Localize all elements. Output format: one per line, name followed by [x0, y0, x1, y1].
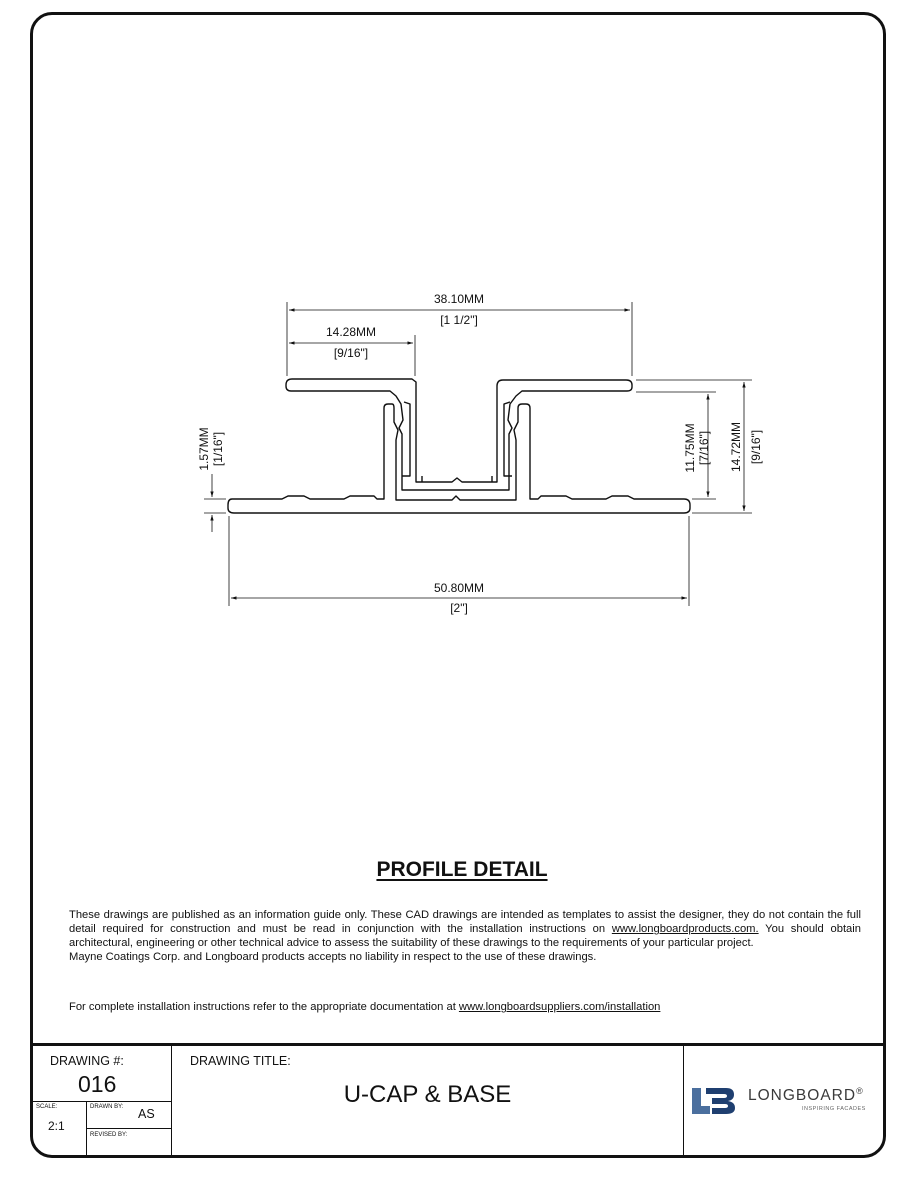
installation-link[interactable]: www.longboardsuppliers.com/installation: [458, 1001, 661, 1013]
logo-tagline: INSPIRING FACADES: [802, 1106, 866, 1112]
logo-wordmark: LONGBOARD®: [748, 1086, 864, 1105]
scale-value: 2:1: [48, 1119, 65, 1133]
scale-label: SCALE:: [36, 1104, 58, 1110]
dim-channel-depth-in: [7/16"]: [697, 430, 711, 466]
dim-overall-top-width-in: [1 1/2"]: [440, 313, 478, 327]
dim-flange-width-in: [9/16"]: [333, 346, 369, 360]
title-block-top-border: [32, 1043, 884, 1046]
longboard-lb-icon: [690, 1080, 740, 1120]
dim-base-thickness-in: [1/16"]: [211, 431, 225, 467]
products-link[interactable]: www.longboardproducts.com.: [611, 923, 759, 935]
longboard-logo: [690, 1080, 880, 1120]
dim-flange-width-mm: 14.28MM: [325, 325, 377, 339]
drawing-number: 016: [78, 1071, 117, 1097]
disclaimer-notes: These drawings are published as an information guide only. These CAD drawings are intended as templates to assist the designer, they do not contain the full detail required for construction and must be read in conjunction with the installation instructions on www.longboardproducts.com. You should obtain architectural, engineering or other technical advice to assess the suitability of these drawings to the requirements of your particular project. Mayne Coatings Corp. and Longboard products accepts no liability in respect to the use of these drawings.: [69, 909, 861, 963]
drawing-number-label: DRAWING #:: [50, 1054, 124, 1068]
dim-base-width-in: [2"]: [450, 601, 468, 615]
dim-base-width-mm: 50.80MM: [433, 581, 485, 595]
dim-channel-depth-mm: 11.75MM: [683, 423, 697, 473]
base-profile: [228, 402, 690, 513]
ucap-profile: [286, 379, 632, 490]
drawing-title-label: DRAWING TITLE:: [190, 1054, 291, 1068]
revised-by-label: REVISED BY:: [90, 1132, 128, 1138]
drawn-by-label: DRAWN BY:: [90, 1104, 124, 1110]
title-block-divider: [683, 1045, 684, 1156]
dim-overall-height-mm: 14.72MM: [729, 421, 743, 473]
section-title: PROFILE DETAIL: [376, 858, 548, 881]
drawn-by-value: AS: [138, 1107, 155, 1121]
title-block-divider: [86, 1128, 171, 1129]
dim-overall-height-in: [9/16"]: [749, 429, 763, 465]
dim-overall-top-width-mm: 38.10MM: [433, 292, 485, 306]
installation-note: For complete installation instructions refer to the appropriate documentation at www.longboardsuppliers.com/installation: [69, 1001, 661, 1013]
liability-note: Mayne Coatings Corp. and Longboard products accepts no liability in respect to the use of these drawings.: [69, 951, 597, 963]
drawing-title: U-CAP & BASE: [343, 1081, 512, 1108]
dim-base-thickness: [204, 474, 226, 532]
title-block-divider: [32, 1101, 171, 1102]
dim-base-thickness-mm: 1.57MM: [197, 427, 211, 471]
